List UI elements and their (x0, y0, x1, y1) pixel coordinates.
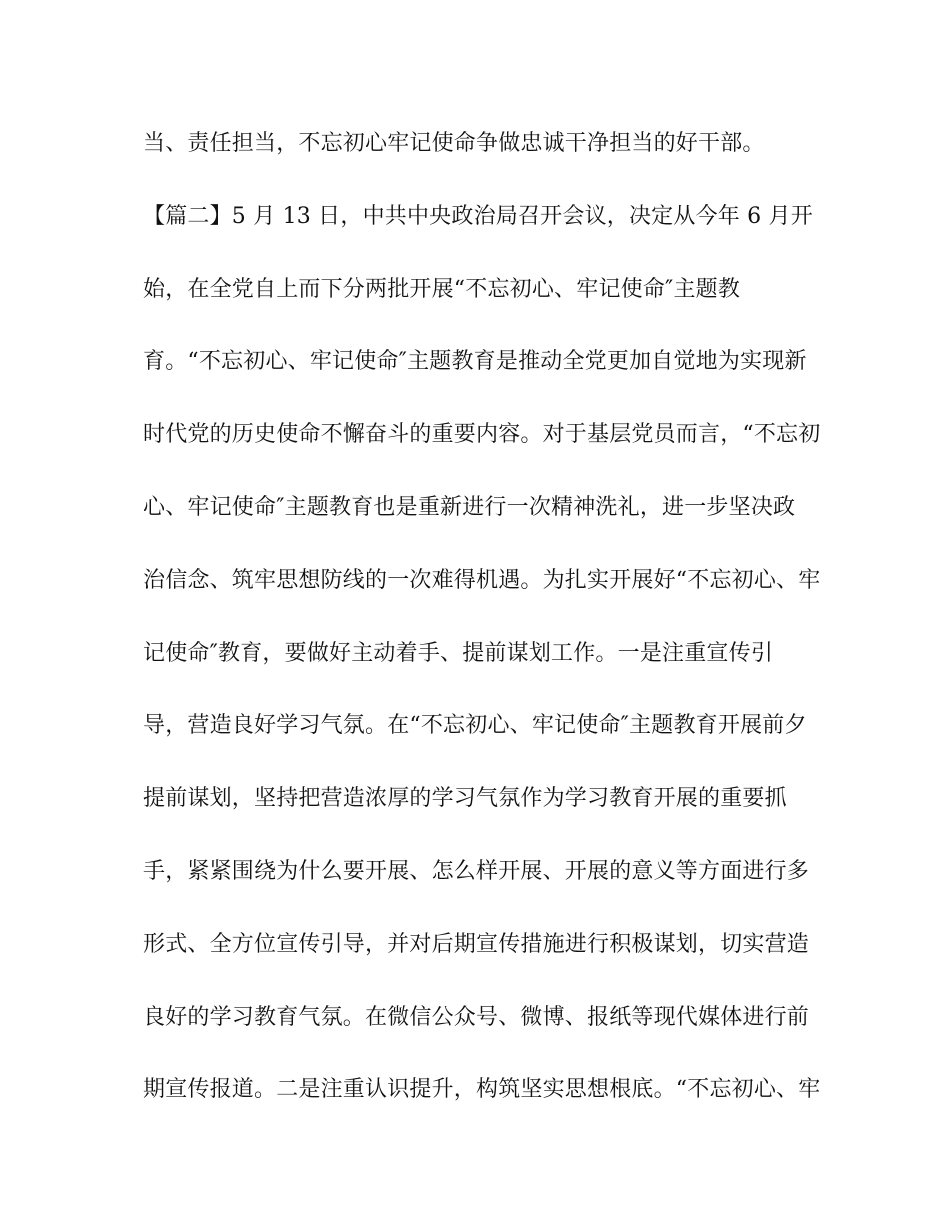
text-line: 始，在全党自上而下分两批开展“不忘初心、牢记使命″主题教 (143, 276, 741, 302)
text-line: 导，营造良好学习气氛。在“不忘初心、牢记使命″主题教育开展前夕 (143, 713, 807, 739)
text-line: 【篇二】5 月 13 日，中共中央政治局召开会议，决定从今年 6 月开 (143, 203, 813, 229)
text-line: 良好的学习教育气氛。在微信公众号、微博、报纸等现代媒体进行前 (143, 1004, 810, 1030)
text-line: 提前谋划，坚持把营造浓厚的学习气氛作为学习教育开展的重要抓 (143, 786, 787, 812)
text-line: 心、牢记使命″主题教育也是重新进行一次精神洗礼，进一步坚决政 (143, 494, 796, 520)
text-line: 治信念、筑牢思想防线的一次难得机遇。为扎实开展好“不忘初心、牢 (143, 567, 821, 593)
body-text (143, 122, 823, 1141)
text-line: 时代党的历史使命不懈奋斗的重要内容。对于基层党员而言，“不忘初 (143, 422, 821, 448)
text-line: 记使命″教育，要做好主动着手、提前谋划工作。一是注重宣传引 (143, 640, 774, 666)
text-line: 当、责任担当，不忘初心牢记使命争做忠诚干净担当的好干部。 (143, 131, 765, 156)
text-line: 育。“不忘初心、牢记使命″主题教育是推动全党更加自觉地为实现新 (143, 349, 807, 375)
text-line: 形式、全方位宣传引导，并对后期宣传措施进行积极谋划，切实营造 (143, 931, 810, 957)
text-line: 手，紧紧围绕为什么要开展、怎么样开展、开展的意义等方面进行多 (143, 858, 810, 884)
text-line: 期宣传报道。二是注重认识提升，构筑坚实思想根底。“不忘初心、牢 (143, 1077, 821, 1103)
